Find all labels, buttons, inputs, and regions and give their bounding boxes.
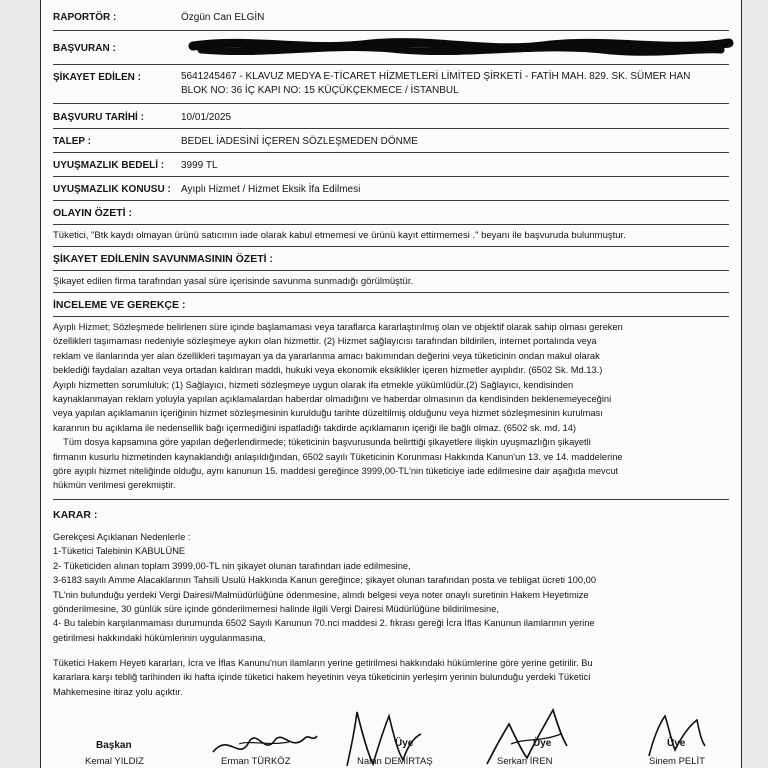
ozet-title-row <box>53 202 729 225</box>
basvuran-label: BAŞVURAN : <box>53 42 116 54</box>
closing-line: Mahkemesine itiraz yolu açıktır. <box>53 686 183 697</box>
inceleme-line: veya yapılan açıklamanın içeriğinin hizmet sözleşmesinin kurulduğu tarihte düzeltilmiş olduğunu veya hizmet sözleşmesinin kurulması <box>53 408 603 419</box>
karar-closing <box>53 656 725 699</box>
raportor-row <box>53 4 729 31</box>
karar-line: gönderilmesine, 30 günlük süre içinde gönderilmemesi halinde ilgili Vergi Dairesi Müdürlüğüne bildirilmesine, <box>53 604 499 615</box>
uye4-role: Üye <box>667 738 686 749</box>
karar-line: TL'nin bulunduğu yerdeki Vergi Dairesi/Malmüdürlüğüne ödenmesine, alındı belgesi veya noter onaylı suretinin Hakem Heyetimize <box>53 589 589 600</box>
tarih-row <box>53 106 729 129</box>
savunma-title-row <box>53 248 729 271</box>
karar-line: getirilmesi hakkındaki hükümlerinin uygulanmasına, <box>53 632 266 643</box>
karar-body <box>53 530 725 645</box>
karar-line: 1-Tüketici Talebinin KABULÜNE <box>53 546 186 557</box>
uye2-role: Üye <box>395 738 414 749</box>
inceleme-line: Ayıplı Hizmet; Sözleşmede belirlenen süre içinde başlamaması veya taraflarca kararlaştırılmış olan ve objektif olarak sahip olması gereken <box>53 322 623 332</box>
inceleme-line: göre ayıplı hizmet niteliğinde olduğu, aynı kanunun 15. maddesi gereğince 3999,00-TL'nin tüketiciye iade edilmesine dair aşağıda mevcut <box>53 466 619 477</box>
closing-line: kararlara karşı tebliğ tarihinden iki hafta içinde tüketici hakem heyetinin veya tüketicinin yerleşim yerinin bulunduğu yerdeki Tüketici <box>53 672 591 683</box>
talep-label: TALEP : <box>53 135 91 147</box>
inceleme-line: beklediği faydaları azaltan veya ortadan kaldıran maddi, hukuki veya ekonomik eksiklikler içeren hizmetler ayıplıdır. (6502 Sk. Md.13.) <box>53 365 603 376</box>
konu-label: UYUŞMAZLIK KONUSU : <box>53 183 171 195</box>
uye3-role: Üye <box>533 738 552 749</box>
karar-line: Gerekçesi Açıklanan Nedenlerle : <box>53 532 191 542</box>
karar-line: 2- Tüketiciden alınan toplam 3999,00-TL nin şikayet olunan tarafından iade edilmesine, <box>53 560 411 571</box>
karar-title-wrap <box>53 508 725 522</box>
karar-line: 4- Bu talebin karşılanmaması durumunda 6502 Sayılı Kanunun 70.nci maddesi 2. fıkrası gereği İcra İflas Kanunun ilamlarının yerine <box>53 618 595 629</box>
sikayet-label: ŞİKAYET EDİLEN : <box>53 72 141 83</box>
raportor-label: RAPORTÖR : <box>53 11 117 23</box>
raportor-value: Özgün Can ELGİN <box>181 11 265 23</box>
ozet-title: OLAYIN ÖZETİ : <box>53 207 132 219</box>
inceleme-line: firmanın kusurlu hizmetinden kaynaklandığı anlaşıldığından, 6502 sayılı Tüketicinin Korunması Hakkında Kanun'un 13. ve 14. maddelerine <box>53 451 623 462</box>
uye2-name: Nalan DEMİRTAŞ <box>357 756 433 767</box>
tarih-value: 10/01/2025 <box>181 111 232 123</box>
inceleme-line: kaynaklanmayan reklam yoluyla yapılan açıklamalardan haberdar olmadığını ve haberdar olmasının da kendisinden beklenemeyeceğini <box>53 394 612 405</box>
bedel-value: 3999 TL <box>181 159 218 171</box>
baskan-role: Başkan <box>96 740 132 751</box>
inceleme-line: reklam ve ilanlarında yer alan özellikleri taşımayan ya da yararlanma amacı bakımından değerini veya tüketicinin ondan makul olarak <box>53 350 600 361</box>
document-page <box>40 0 742 768</box>
talep-value: BEDEL İADESİNİ İÇEREN SÖZLEŞMEDEN DÖNME <box>181 135 418 147</box>
tarih-label: BAŞVURU TARİHİ : <box>53 111 144 123</box>
sinem-signature <box>641 710 711 760</box>
inceleme-title-row <box>53 294 729 317</box>
savunma-text-row <box>53 270 729 293</box>
bedel-row <box>53 154 729 177</box>
inceleme-line: özellikleri taşımaması nedeniyle sözleşmeye aykırı olan hizmettir. (2) Hizmet sağlayıcısı tarafından bildirilen, internet portalında veya <box>53 336 597 347</box>
closing-line: Tüketici Hakem Heyeti kararları, İcra ve İflas Kanunu'nun ilamların yerine getirilmesi hakkındaki hükümlerine göre yerine getirilir. Bu <box>53 658 593 668</box>
inceleme-line: Tüm dosya kapsamına göre yapılan değerlendirmede; tüketicinin başvurusunda belirttiği şikayetlere ilişkin uyuşmazlığın şikayetli <box>53 437 591 448</box>
talep-row <box>53 130 729 153</box>
konu-row <box>53 178 729 201</box>
savunma-text: Şikayet edilen firma tarafından yasal süre içerisinde savunma sunmadığı görülmüştür. <box>53 275 414 287</box>
redaction-scribble <box>191 36 731 60</box>
uye4-name: Sinem PELİT <box>649 756 705 767</box>
signature-block <box>41 700 741 768</box>
inceleme-line: Ayıplı hizmetten sorumluluk; (1) Sağlayıcı, hizmeti sözleşmeye uygun olarak ifa etmekle yükümlüdür.(2) Sağlayıcı, kendisinden <box>53 379 574 390</box>
ozet-text: Tüketici, "Btk kaydı olmayan ürünü satıcının iade olarak kabul etmemesi ve ürünü kayıt ettirmemesi ." beyanı ile başvuruda bulunmuştur. <box>53 229 626 241</box>
konu-value: Ayıplı Hizmet / Hizmet Eksik İfa Edilmesi <box>181 183 361 195</box>
savunma-title: ŞİKAYET EDİLENİN SAVUNMASININ ÖZETİ : <box>53 253 273 265</box>
bedel-label: UYUŞMAZLIK BEDELİ : <box>53 159 165 171</box>
inceleme-title: İNCELEME VE GEREKÇE : <box>53 299 186 311</box>
inceleme-line: hükmün verilmesi gerekmiştir. <box>53 480 176 491</box>
karar-title: KARAR : <box>53 509 98 521</box>
sikayet-value <box>181 70 729 98</box>
inceleme-body <box>53 320 725 493</box>
sikayet-row <box>53 66 729 104</box>
sikayet-line-1: 5641245467 - KLAVUZ MEDYA E-TİCARET HİZMETLERİ LİMİTED ŞİRKETİ - FATİH MAH. 829. SK. SÜMER HAN <box>181 71 691 82</box>
uye1-name: Erman TÜRKÖZ <box>221 756 291 767</box>
ozet-text-row <box>53 224 729 247</box>
baskan-name: Kemal YILDIZ <box>85 756 144 767</box>
karar-line: 3-6183 sayılı Amme Alacaklarının Tahsili Usulü Hakkında Kanun gereğince; şikayet olunan tarafından posta ve tebligat ücreti 100,00 <box>53 575 596 586</box>
sikayet-line-2: BLOK NO: 36 İÇ KAPI NO: 15 KÜÇÜKÇEKMECE / İSTANBUL <box>181 85 459 96</box>
inceleme-line: kararının bu açıklama ile nedensellik bağı içermediğini ispatladığı takdirde açıklamanın içeriği ile bağlı olmaz. (6502 sk. md. 14) <box>53 422 576 433</box>
uye3-name: Serkan İREN <box>497 756 553 767</box>
inceleme-divider <box>53 498 729 500</box>
